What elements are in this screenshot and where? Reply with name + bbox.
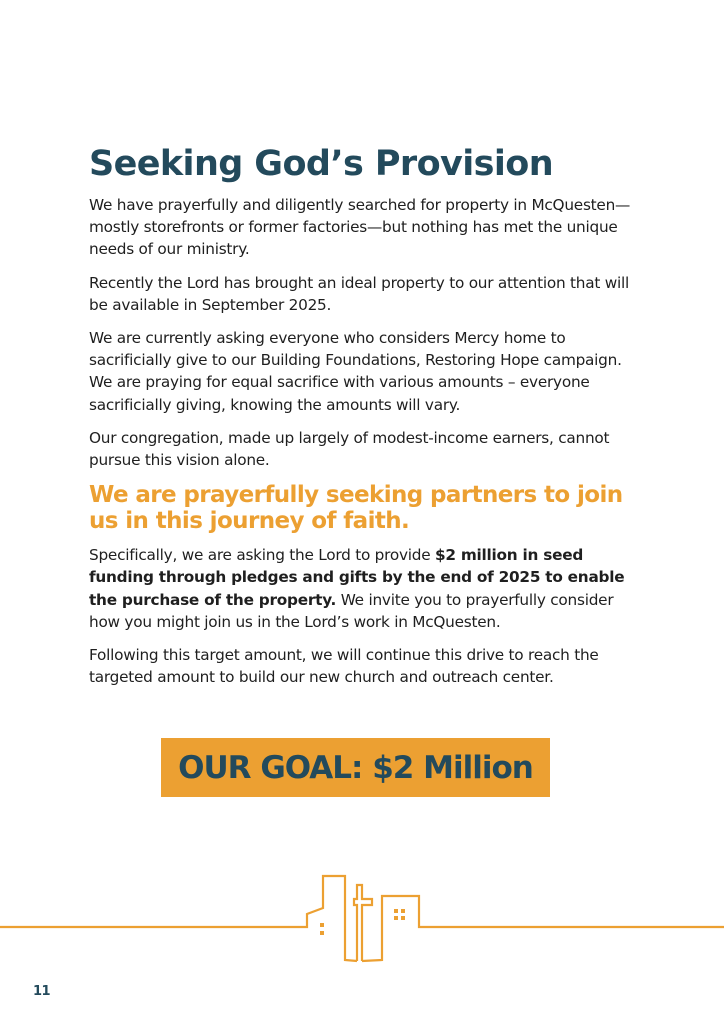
paragraph-search: We have prayerfully and diligently searched for property in McQuesten—mostly storefronts or former factories—but nothing has met the unique needs of our ministry.: [89, 196, 631, 259]
city-skyline-with-cross-icon: [0, 860, 724, 970]
partners-subheading: We are prayerfully seeking partners to join us in this journey of faith.: [89, 482, 623, 535]
main-content: [89, 140, 637, 688]
ask-lead-text: Specifically, we are asking the Lord to provide: [89, 546, 435, 565]
page-title: Seeking God’s Provision: [89, 144, 554, 184]
goal-banner: [161, 738, 550, 797]
paragraph-property: Recently the Lord has brought an ideal property to our attention that will be available in September 2025.: [89, 273, 629, 314]
paragraph-closing: Following this target amount, we will continue this drive to reach the targeted amount to build our new church and outreach center.: [89, 646, 599, 687]
paragraph-ask: [89, 544, 637, 633]
paragraph-congregation: Our congregation, made up largely of modest-income earners, cannot pursue this vision alone.: [89, 428, 610, 470]
page-number: 11: [33, 984, 51, 999]
goal-banner-text: OUR GOAL: $2 Million: [178, 749, 533, 786]
ask-tail-text: We invite you to prayerfully consider how you might join us in the Lord’s work in McQuesten.: [89, 590, 614, 631]
ask-bold-text: $2 million in seed funding through pledges and gifts by the end of 2025 to enable the purchase of the property.: [89, 546, 625, 609]
paragraph-campaign: We are currently asking everyone who considers Mercy home to sacrificially give to our Building Foundations, Restoring Hope campaign. We are praying for equal sacrifice with various amounts – everyone sacrificially giving, knowing the amounts will vary.: [89, 329, 622, 414]
